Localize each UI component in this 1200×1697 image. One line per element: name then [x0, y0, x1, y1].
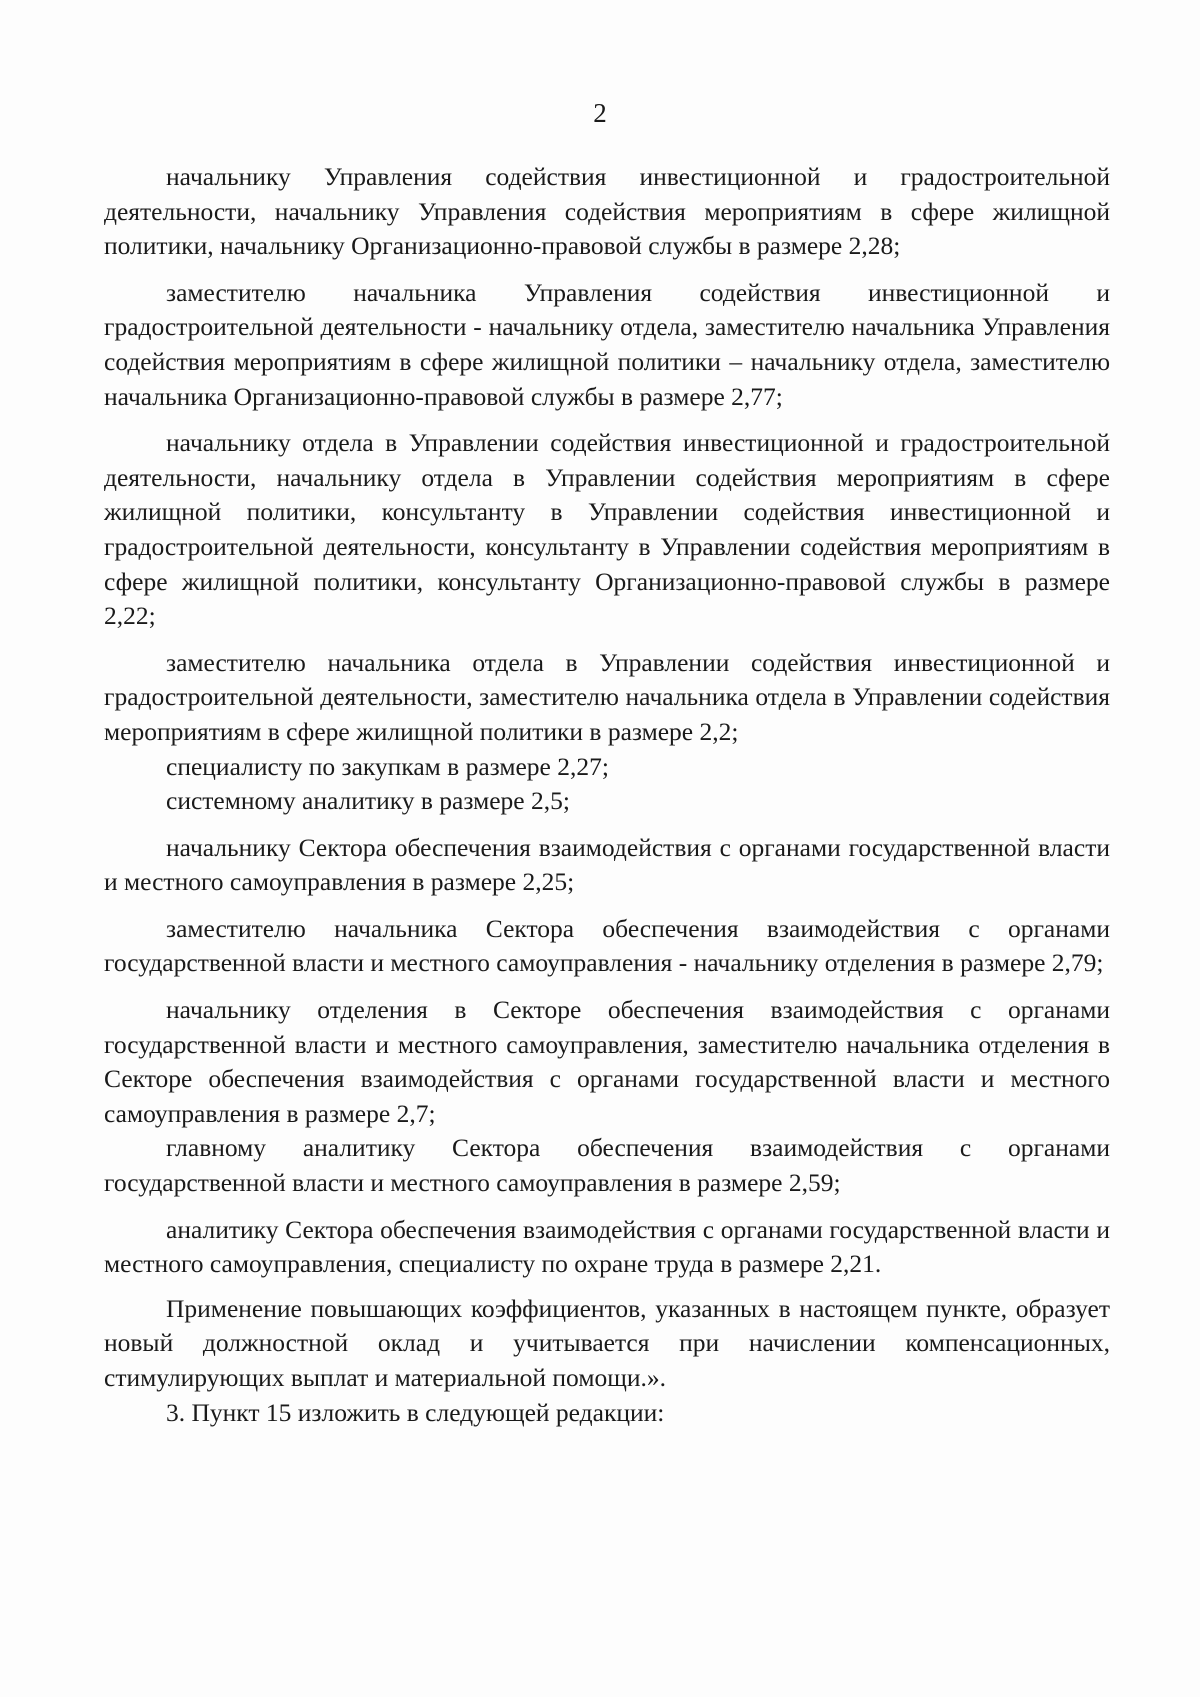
paragraph: системному аналитику в размере 2,5; — [166, 786, 570, 816]
paragraph: заместителю начальника Управления содействия инвестиционной и градостроительной деятельности - начальнику отдела, заместителю начальника Управления содействия мероприятиям в сфере жилищной политики – начальнику отдела, заместителю начальника Организационно-правовой службы в размере 2,77; — [104, 277, 1110, 411]
paragraph: заместителю начальника Сектора обеспечения взаимодействия с органами государственной власти и местного самоуправления - начальнику отделения в размере 2,79; — [104, 913, 1110, 978]
paragraph: аналитику Сектора обеспечения взаимодействия с органами государственной власти и местного самоуправления, специалисту по охране труда в размере 2,21. — [104, 1214, 1110, 1279]
paragraph: специалисту по закупкам в размере 2,27; — [166, 751, 609, 781]
paragraph: заместителю начальника отдела в Управлении содействия инвестиционной и градостроительной деятельности, заместителю начальника отдела в Управлении содействия мероприятиям в сфере жилищной политики в размере 2,2; — [104, 647, 1110, 746]
document-body — [104, 160, 1110, 1430]
paragraph: начальнику отдела в Управлении содействия инвестиционной и градостроительной деятельности, начальнику отдела в Управлении содействия мероприятиям в сфере жилищной политики, консультанту в Управлении содействия инвестиционной и градостроительной деятельности, консультанту в Управлении содействия мероприятиям в сфере жилищной политики, консультанту Организационно-правовой службы в размере 2,22; — [104, 428, 1110, 631]
paragraph: начальнику Управления содействия инвестиционной и градостроительной деятельности, начальнику Управления содействия мероприятиям в сфере жилищной политики, начальнику Организационно-правовой службы в размере 2,28; — [104, 162, 1110, 261]
paragraph: начальнику отделения в Секторе обеспечения взаимодействия с органами государственной власти и местного самоуправления, заместителю начальника отделения в Секторе обеспечения взаимодействия с органами государственной власти и местного самоуправления в размере 2,7; — [104, 995, 1110, 1128]
paragraph: главному аналитику Сектора обеспечения взаимодействия с органами государственной власти и местного самоуправления в размере 2,59; — [104, 1133, 1110, 1198]
page-number: 2 — [593, 98, 607, 128]
paragraph: Применение повышающих коэффициентов, указанных в настоящем пункте, образует новый должностной оклад и учитывается при начислении компенсационных, стимулирующих выплат и материальной помощи.». — [104, 1293, 1110, 1392]
paragraph: 3. Пункт 15 изложить в следующей редакции: — [166, 1397, 665, 1427]
paragraph: начальнику Сектора обеспечения взаимодействия с органами государственной власти и местного самоуправления в размере 2,25; — [104, 832, 1110, 897]
